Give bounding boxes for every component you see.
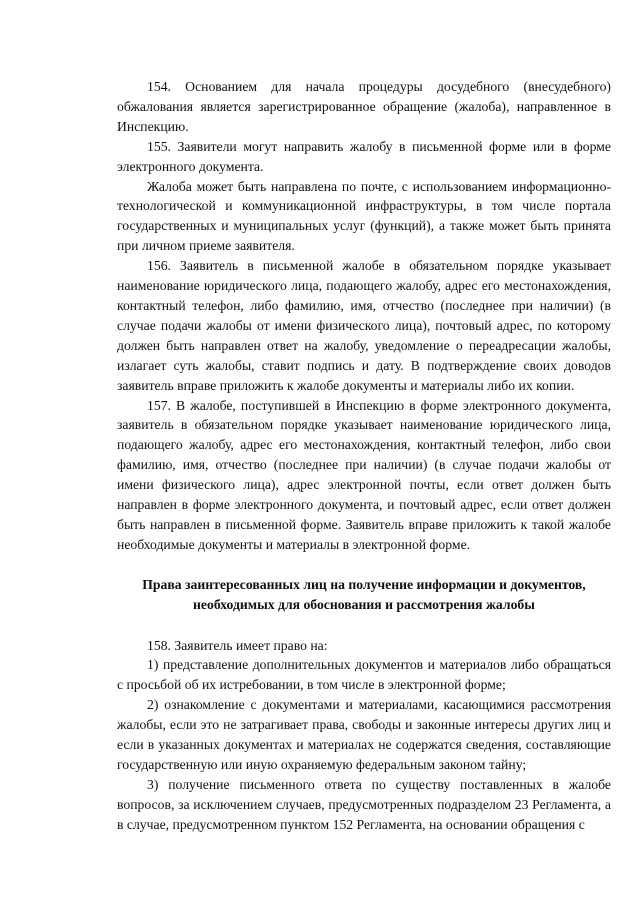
document-body xyxy=(117,77,611,835)
paragraph-154: 154. Основанием для начала процедуры досудебного (внесудебного) обжалования является зарегистрированное обращение (жалоба), направленное в Инспекцию. xyxy=(117,79,611,134)
list-item-2: 2) ознакомление с документами и материалами, касающимися рассмотрения жалобы, если это не затрагивает права, свободы и законные интересы других лиц и если в указанных документах и материалах не содержатся сведения, составляющие государственную или иную охраняемую федеральным законом тайну; xyxy=(117,697,611,772)
paragraph-155: 155. Заявители могут направить жалобу в письменной форме или в форме электронного документа. xyxy=(117,138,611,174)
paragraph-complaint-delivery: Жалоба может быть направлена по почте, с использованием информационно-технологической и коммуникационной инфраструктуры, в том числе портала государственных и муниципальных услуг (функций), а также может быть принята при личном приеме заявителя. xyxy=(117,178,611,254)
section-heading: Права заинтересованных лиц на получение информации и документов, необходимых для обоснования и рассмотрения жалобы xyxy=(142,576,586,612)
paragraph-158: 158. Заявитель имеет право на: xyxy=(147,637,328,653)
list-item-3: 3) получение письменного ответа по существу поставленных в жалобе вопросов, за исключением случаев, предусмотренных подразделом 23 Регламента, а в случае, предусмотренном пунктом 152 Регламента, на основании обращения с xyxy=(117,776,611,832)
paragraph-157: 157. В жалобе, поступившей в Инспекцию в форме электронного документа, заявитель в обязательном порядке указывает наименование юридического лица, подающего жалобу, адрес его местонахождения, контактный телефон, либо свои фамилию, имя, отчество (последнее при наличии) (в случае подачи жалобы от имени физического лица), адрес электронной почты, если ответ должен быть направлен в форме электронного документа, и почтовый адрес, если ответ должен быть направлен в письменной форме. Заявитель вправе приложить к такой жалобе необходимые документы и материалы в электронной форме. xyxy=(117,397,611,552)
list-item-1: 1) представление дополнительных документов и материалов либо обращаться с просьбой об их истребовании, в том числе в электронной форме; xyxy=(117,657,611,693)
paragraph-156: 156. Заявитель в письменной жалобе в обязательном порядке указывает наименование юридического лица, подающего жалобу, адрес его местонахождения, контактный телефон, либо фамилию, имя, отчество (последнее при наличии) (в случае подачи жалобы от имени физического лица), почтовый адрес, по которому должен быть направлен ответ на жалобу, уведомление о переадресации жалобы, излагает суть жалобы, ставит подпись и дату. В подтверждение своих доводов заявитель вправе приложить к жалобе документы и материалы либо их копии. xyxy=(117,258,611,393)
